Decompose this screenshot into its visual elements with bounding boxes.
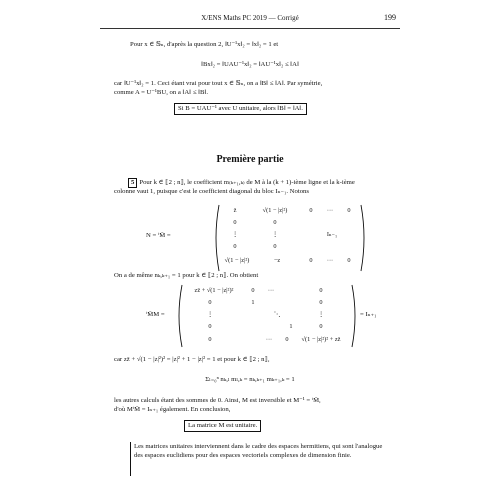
- n-cell-4-3: ···: [326, 257, 334, 264]
- remark-note: Les matrices unitaires interviennent dans le cadre des espaces hermitiens, qui sont l'analogue des espaces euclidiens pour des espaces vectoriels complexes de dimension finie.: [134, 443, 383, 459]
- part-title: Première partie: [216, 154, 284, 165]
- question-number: 5: [128, 178, 137, 188]
- p-cell-3-4: 0: [319, 323, 323, 330]
- p-cell-2-4: ⋮: [317, 311, 325, 318]
- header-rule: [100, 28, 400, 29]
- q5-line-1: [128, 178, 355, 188]
- n-matrix-label: N = ᵗM̄ =: [146, 232, 171, 239]
- p-cell-1-1: 1: [251, 299, 255, 306]
- n-cell-2-1: ⋮: [271, 231, 279, 238]
- p-cell-3-0: 0: [208, 323, 212, 330]
- product-rhs: = Iₙ₊₁: [360, 311, 377, 318]
- q5-line-6: d'où MᵗM̄ = Iₙ₊₁ également. En conclusion,: [114, 406, 231, 413]
- p-cell-0-4: 0: [319, 287, 323, 294]
- intro-line-2: car ‖U⁻¹x‖₂ = 1. Ceci étant vrai pour tout x ∈ 𝕊ₙ, on a ‖B‖ ≤ ‖A‖. Par symétrie,: [114, 80, 323, 87]
- p-cell-0-2: ···: [267, 287, 275, 294]
- n-cell-4-2: 0: [309, 257, 313, 264]
- p-cell-0-1: 0: [251, 287, 255, 294]
- q5-line-5: les autres calculs étant des sommes de 0. Ainsi, M est inversible et M⁻¹ = ᵗM̄,: [114, 397, 321, 404]
- document-page: [100, 8, 400, 492]
- page-number: 199: [384, 13, 396, 22]
- remark-bar: [130, 442, 131, 476]
- p-cell-4-4: √(1 − |z|²)² + zz̄: [301, 336, 341, 343]
- n-cell-1-1: 0: [273, 219, 277, 226]
- p-cell-0-0: zz̄ + √(1 − |z|²)²: [194, 287, 234, 294]
- n-cell-0-3: ···: [326, 207, 334, 214]
- q5-line-1-text: Pour k ∈ ⟦2 ; n⟧, le coefficient m₍ₖ₊₁,ₖ₎ de M à la (k + 1)-ième ligne et la k-ième: [139, 179, 355, 186]
- intro-line-3: comme A = U⁻¹BU, on a ‖A‖ ≤ ‖B‖.: [114, 89, 209, 96]
- q5-line-3: On a de même nₖ,ₖ₊₁ = 1 pour k ∈ ⟦2 ; n⟧. On obtient: [114, 272, 259, 279]
- p-cell-1-0: 0: [208, 299, 212, 306]
- p-cell-2-0: ⋮: [206, 311, 214, 318]
- p-cell-4-3: 0: [285, 336, 289, 343]
- p-cell-4-0: 0: [208, 336, 212, 343]
- q5-line-2: colonne vaut 1, puisque c'est le coefficient diagonal du bloc Iₙ₋₁. Notons: [114, 188, 309, 195]
- n-cell-0-1: √(1 − |z|²): [262, 207, 288, 214]
- n-cell-3-1: 0: [273, 243, 277, 250]
- intro-equation: ‖Bx‖₂ = ‖UAU⁻¹x‖₂ = ‖AU⁻¹x‖₂ ≤ ‖A‖: [201, 61, 299, 68]
- product-matrix-label: ᵗM̄M =: [146, 311, 165, 318]
- page-header: [100, 14, 400, 26]
- n-cell-1-0: 0: [233, 219, 237, 226]
- sum-equation: Σₗ₌₀ⁿ nₖ,ₗ mₗ,ₖ = nₖ,ₖ₊₁ mₖ₊₁,ₖ = 1: [205, 376, 295, 383]
- intro-line-1: Pour x ∈ 𝕊ₙ, d'après la question 2, ‖U⁻¹x‖₂ = ‖x‖₂ = 1 et: [130, 41, 279, 48]
- q5-boxed-result: La matrice M est unitaire.: [184, 420, 261, 432]
- n-matrix: [213, 204, 367, 272]
- n-cell-2-0: ⋮: [231, 231, 239, 238]
- p-cell-4-2: ···: [265, 336, 273, 343]
- p-cell-3-3: 1: [289, 323, 293, 330]
- p-cell-2-2: ⋱: [273, 311, 281, 318]
- p-cell-1-2: 0: [319, 299, 323, 306]
- n-cell-0-2: 0: [309, 207, 313, 214]
- n-cell-4-1: −z: [273, 257, 281, 264]
- running-title: X/ENS Maths PC 2019 — Corrigé: [201, 14, 299, 22]
- n-cell-0-0: z̄: [233, 207, 237, 214]
- n-cell-4-4: 0: [347, 257, 351, 264]
- q5-line-4: car zz̄ + √(1 − |z|²)² = |z|² + 1 − |z|² = 1 et pour k ∈ ⟦2 ; n⟧,: [114, 356, 270, 363]
- intro-boxed-result: Si B = UAU⁻¹ avec U unitaire, alors ‖B‖ = ‖A‖.: [174, 103, 307, 115]
- n-cell-3-0: 0: [233, 243, 237, 250]
- n-cell-4-0: √(1 − |z|²): [224, 257, 250, 264]
- n-cell-0-4: 0: [347, 207, 351, 214]
- product-matrix: [176, 284, 358, 348]
- n-identity-block: Iₙ₋₁: [326, 231, 338, 238]
